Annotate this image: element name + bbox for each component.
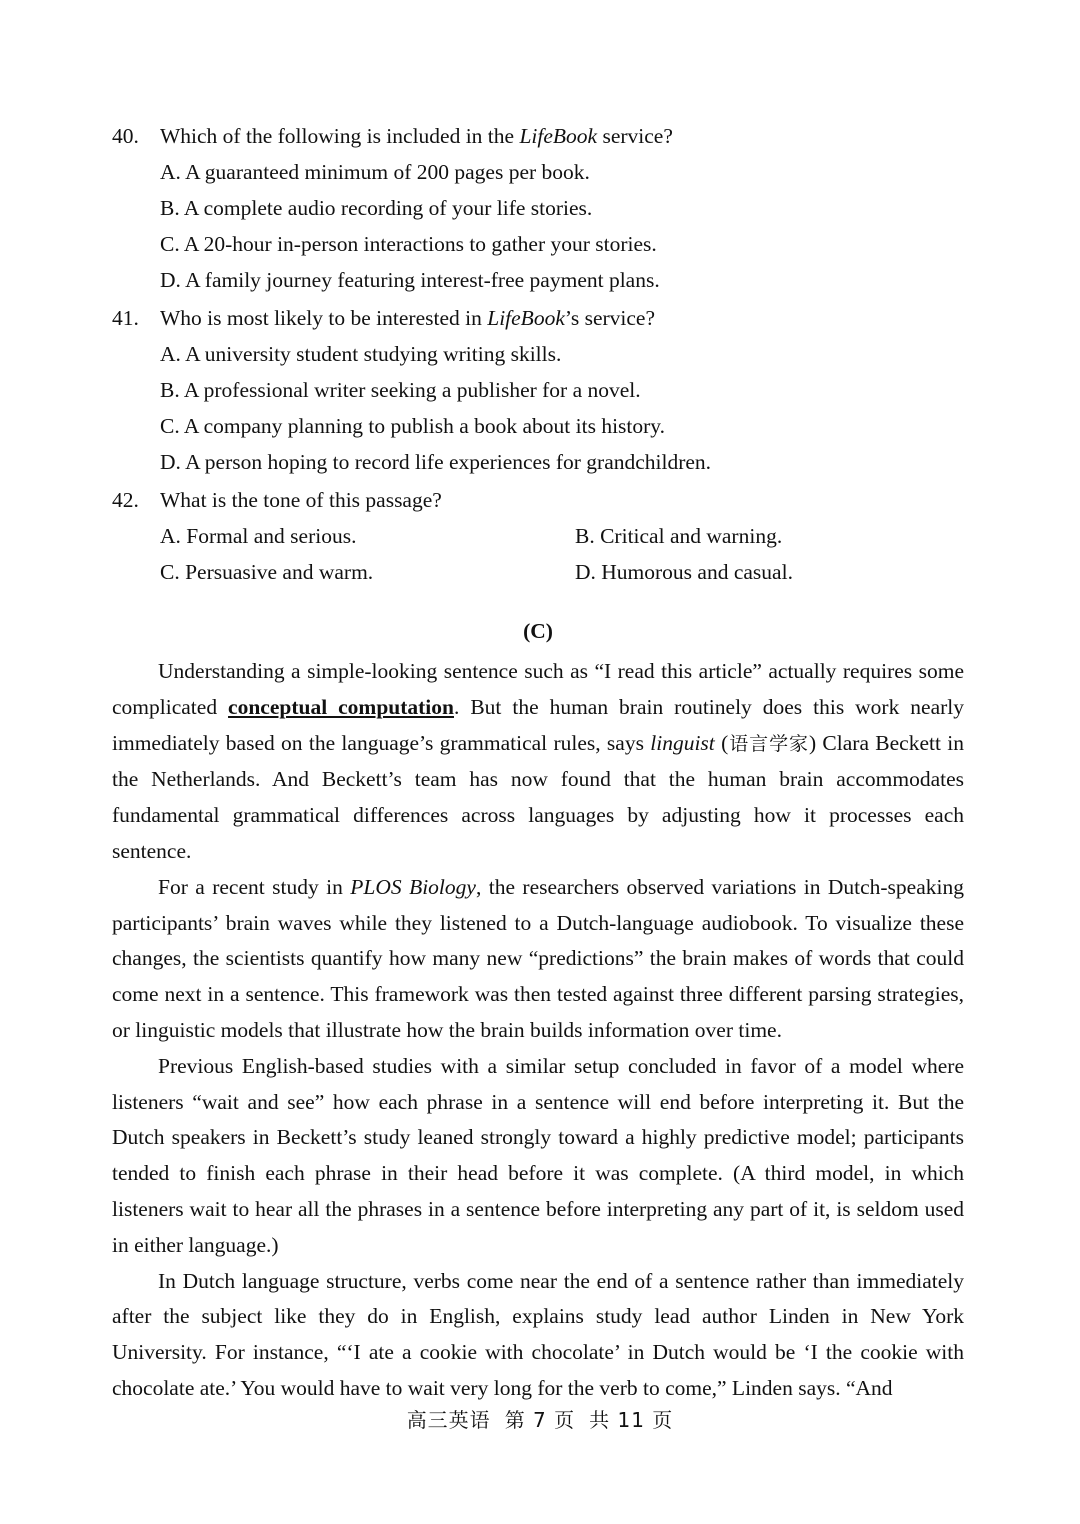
paragraph-1-emphasis: conceptual computation — [228, 694, 454, 719]
paragraph-2-part-1: For a recent study in — [158, 874, 351, 899]
paragraph-1-part-3: ( — [714, 730, 729, 755]
paragraph-2-part-2: , the researchers observed variations in Dutch-speaking participants’ brain waves while they listened to a Dutch-language audiobook. To visualize these changes, the scientists quantify how many new “predictions” the brain makes of words that could come next in a sentence. This framework was then tested against three different parsing strategies, or linguistic models that illustrate how the brain builds information over time. — [112, 874, 964, 1042]
paragraph-2-italic-journal: PLOS Biology — [350, 874, 476, 899]
option-41-a[interactable]: A. A university student studying writing skills. — [160, 342, 562, 366]
passage-paragraph-2 — [112, 870, 964, 1049]
reading-passage — [112, 614, 964, 1407]
option-42-c[interactable]: C. Persuasive and warm. — [160, 560, 374, 584]
option-42-b[interactable]: B. Critical and warning. — [575, 524, 783, 548]
question-42-options-row-2 — [160, 554, 968, 590]
question-40 — [112, 118, 968, 298]
question-40-stem — [112, 118, 968, 154]
footer-subject: 高三英语 — [406, 1408, 491, 1432]
question-41-stem-pre: Who is most likely to be interested in — [160, 306, 488, 330]
passage-paragraph-1 — [112, 654, 964, 870]
question-40-options — [160, 154, 968, 298]
question-40-stem-post: service? — [597, 124, 673, 148]
question-41-text — [160, 300, 968, 336]
question-42-text: What is the tone of this passage? — [160, 488, 442, 512]
passage-paragraph-3: Previous English-based studies with a similar setup concluded in favor of a model where listeners “wait and see” how each phrase in a sentence will end before interpreting it. But the Dutch speakers in Beckett’s study leaned strongly toward a highly predictive model; participants tended to finish each phrase in their head before it was complete. (A third model, in which listeners wait to hear all the phrases in a sentence before interpreting any part of it, is seldom used in either language.) — [112, 1053, 964, 1257]
option-42-a[interactable]: A. Formal and serious. — [160, 524, 357, 548]
question-42-stem — [112, 482, 968, 518]
question-41-options — [160, 336, 968, 480]
option-42-d[interactable]: D. Humorous and casual. — [575, 560, 793, 584]
footer-page-number: 第 7 页 — [504, 1408, 576, 1432]
option-40-c[interactable]: C. A 20-hour in-person interactions to gather your stories. — [160, 232, 657, 256]
question-41-stem-post: ’s service? — [564, 306, 655, 330]
option-40-b[interactable]: B. A complete audio recording of your life stories. — [160, 196, 593, 220]
question-40-text — [160, 118, 968, 154]
option-41-c[interactable]: C. A company planning to publish a book about its history. — [160, 414, 666, 438]
questions-section — [112, 118, 968, 592]
question-41-stem-italic: LifeBook — [487, 306, 565, 330]
question-40-number: 40. — [112, 124, 139, 148]
paragraph-1-italic-linguist: linguist — [650, 730, 715, 755]
question-40-stem-italic: LifeBook — [519, 124, 598, 148]
paragraph-1-part-2: . But the human brain routinely does this work nearly immediately based on the language’s grammatical rules, says — [112, 694, 965, 755]
page-footer — [0, 1404, 1080, 1433]
question-41-number: 41. — [112, 306, 139, 330]
question-41 — [112, 300, 968, 480]
question-42 — [112, 482, 968, 590]
paragraph-1-part-1: Understanding a simple-looking sentence such as “I read this article” actually requires some complicated — [112, 659, 964, 719]
paragraph-1-part-4: ) Clara Beckett in the Netherlands. And Beckett’s team has now found that the human brain accommodates fundamental grammatical differences across languages by adjusting how it processes each sentence. — [112, 730, 964, 863]
option-40-d[interactable]: D. A family journey featuring interest-free payment plans. — [160, 268, 660, 292]
footer-total-pages: 共 11 页 — [589, 1408, 674, 1432]
passage-section-label: (C) — [523, 619, 553, 643]
passage-paragraph-4: In Dutch language structure, verbs come near the end of a sentence rather than immediately after the subject like they do in English, explains study lead author Linden in New York University. For instance, “‘I ate a cookie with chocolate’ in Dutch would be ‘I the cookie with chocolate ate.’ You would have to wait very long for the verb to come,” Linden says. “And — [112, 1268, 964, 1400]
option-40-a[interactable]: A. A guaranteed minimum of 200 pages per book. — [160, 160, 590, 184]
option-41-b[interactable]: B. A professional writer seeking a publisher for a novel. — [160, 378, 641, 402]
question-42-number: 42. — [112, 488, 139, 512]
question-42-options — [160, 518, 968, 590]
paragraph-1-chinese-gloss: 语言学家 — [728, 732, 809, 755]
question-40-stem-pre: Which of the following is included in the — [160, 124, 520, 148]
question-42-options-row-1 — [160, 518, 968, 554]
question-41-stem — [112, 300, 968, 336]
option-41-d[interactable]: D. A person hoping to record life experiences for grandchildren. — [160, 450, 712, 474]
